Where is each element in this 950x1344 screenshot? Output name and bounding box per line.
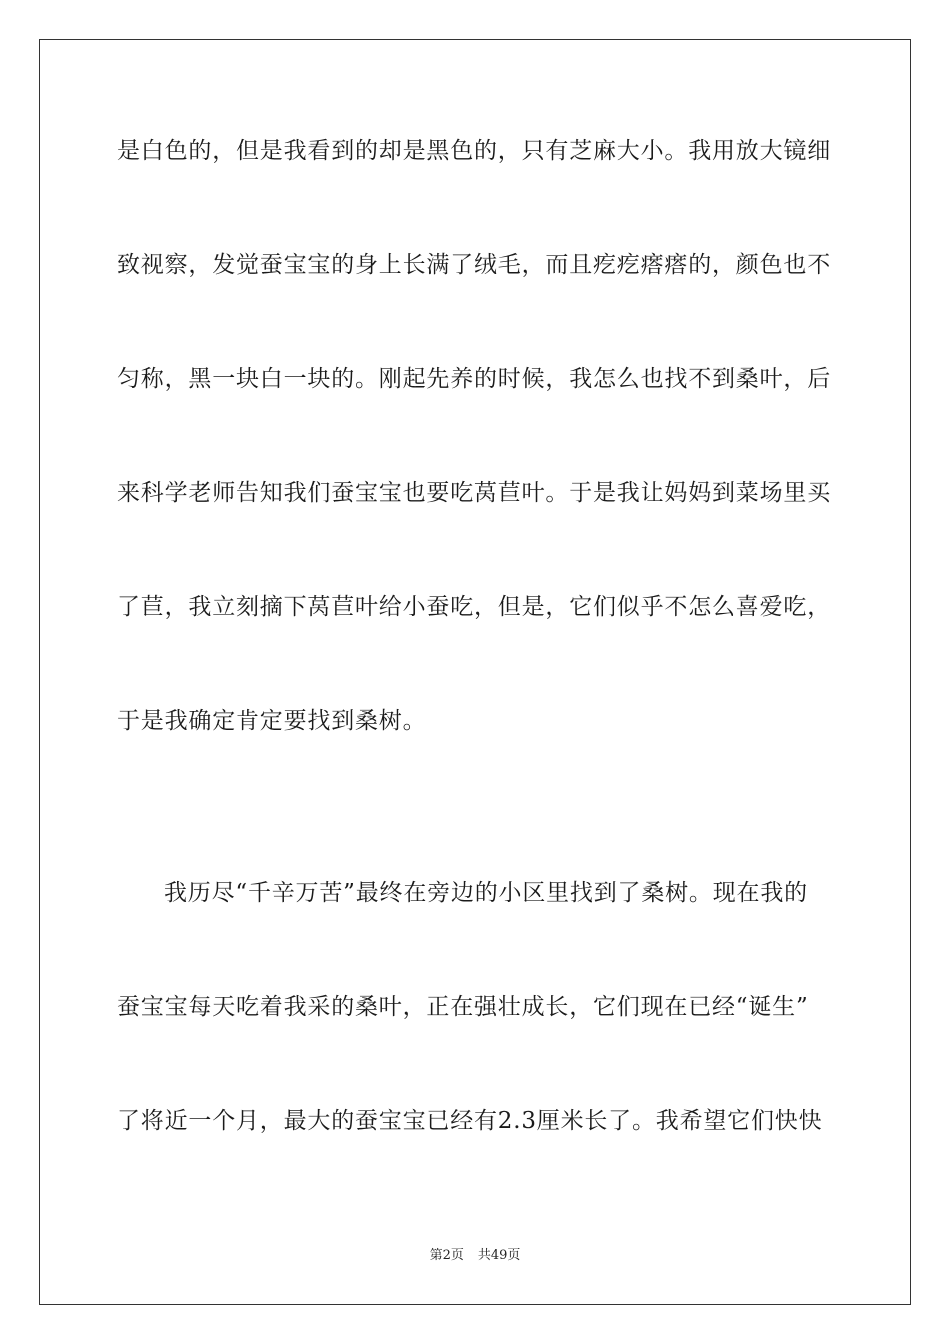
paragraph-start-line: 我历尽“千辛万苦”最终在旁边的小区里找到了桑树。现在我的 — [164, 880, 808, 906]
body-text-line: 蚕宝宝每天吃着我采的桑叶，正在强壮成长，它们现在已经“诞生” — [117, 994, 809, 1020]
page-number: 第2页 — [429, 1248, 464, 1263]
page-footer — [0, 1247, 950, 1265]
body-text-line: 来科学老师告知我们蚕宝宝也要吃莴苣叶。于是我让妈妈到菜场里买 — [117, 480, 831, 506]
body-text-line: 了苣，我立刻摘下莴苣叶给小蚕吃，但是，它们似乎不怎么喜爱吃， — [117, 594, 831, 620]
body-text-line: 了将近一个月，最大的蚕宝宝已经有2.3厘米长了。我希望它们快快 — [117, 1108, 823, 1134]
page-total: 共49页 — [477, 1248, 521, 1263]
body-text-line: 匀称，黑一块白一块的。刚起先养的时候，我怎么也找不到桑叶，后 — [117, 366, 831, 392]
body-text-line: 是白色的，但是我看到的却是黑色的，只有芝麻大小。我用放大镜细 — [117, 138, 831, 164]
body-text-line: 致视察，发觉蚕宝宝的身上长满了绒毛，而且疙疙瘩瘩的，颜色也不 — [117, 252, 831, 278]
body-text-line: 于是我确定肯定要找到桑树。 — [117, 708, 427, 734]
